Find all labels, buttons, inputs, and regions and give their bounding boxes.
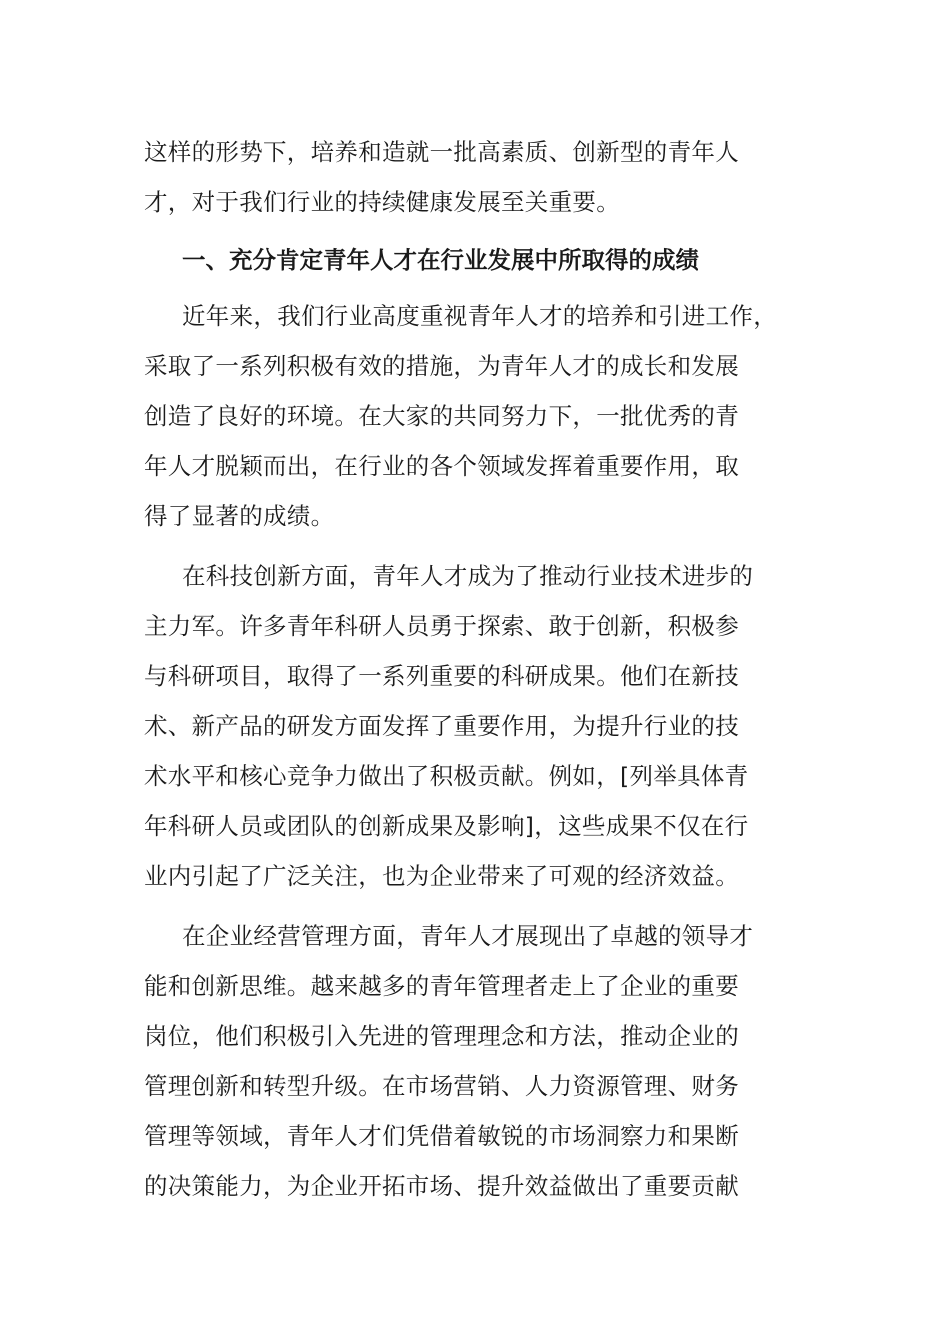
text-line: 采取了一系列积极有效的措施，为青年人才的成长和发展 bbox=[144, 352, 739, 380]
text-line: 岗位，他们积极引入先进的管理理念和方法，推动企业的 bbox=[144, 1022, 739, 1050]
paragraph-achievements-overview bbox=[144, 291, 834, 541]
text-line: 年科研人员或团队的创新成果及影响]，这些成果不仅在行 bbox=[144, 812, 749, 840]
text-line: 能和创新思维。越来越多的青年管理者走上了企业的重要 bbox=[144, 972, 739, 1000]
text-line: 年人才脱颖而出，在行业的各个领域发挥着重要作用，取 bbox=[144, 452, 739, 480]
paragraph-intro-continuation bbox=[144, 127, 834, 227]
document-body bbox=[144, 127, 834, 1211]
text-line: 这样的形势下，培养和造就一批高素质、创新型的青年人 bbox=[144, 138, 739, 166]
text-line: 术水平和核心竞争力做出了积极贡献。例如，[列举具体青 bbox=[144, 762, 749, 790]
text-line: 的决策能力，为企业开拓市场、提升效益做出了重要贡献 bbox=[144, 1172, 739, 1200]
text-line: 与科研项目，取得了一系列重要的科研成果。他们在新技 bbox=[144, 662, 739, 690]
text-line: 得了显著的成绩。 bbox=[144, 502, 335, 530]
text-line: 才，对于我们行业的持续健康发展至关重要。 bbox=[144, 188, 620, 216]
text-line: 业内引起了广泛关注，也为企业带来了可观的经济效益。 bbox=[144, 862, 739, 890]
section-heading: 一、充分肯定青年人才在行业发展中所取得的成绩 bbox=[182, 246, 699, 274]
text-line: 管理等领域，青年人才们凭借着敏锐的市场洞察力和果断 bbox=[144, 1122, 739, 1150]
paragraph-gap bbox=[144, 541, 834, 551]
paragraph-tech-innovation bbox=[144, 551, 834, 901]
paragraph-gap bbox=[144, 901, 834, 911]
text-line: 创造了良好的环境。在大家的共同努力下，一批优秀的青 bbox=[144, 402, 739, 430]
text-line: 管理创新和转型升级。在市场营销、人力资源管理、财务 bbox=[144, 1072, 739, 1100]
text-line: 术、新产品的研发方面发挥了重要作用，为提升行业的技 bbox=[144, 712, 739, 740]
text-line: 在科技创新方面，青年人才成为了推动行业技术进步的 bbox=[182, 562, 754, 590]
text-line: 主力军。许多青年科研人员勇于探索、敢于创新，积极参 bbox=[144, 612, 739, 640]
text-line: 在企业经营管理方面，青年人才展现出了卓越的领导才 bbox=[182, 922, 754, 950]
text-line: 近年来，我们行业高度重视青年人才的培养和引进工作， bbox=[182, 302, 777, 330]
paragraph-management bbox=[144, 911, 834, 1211]
